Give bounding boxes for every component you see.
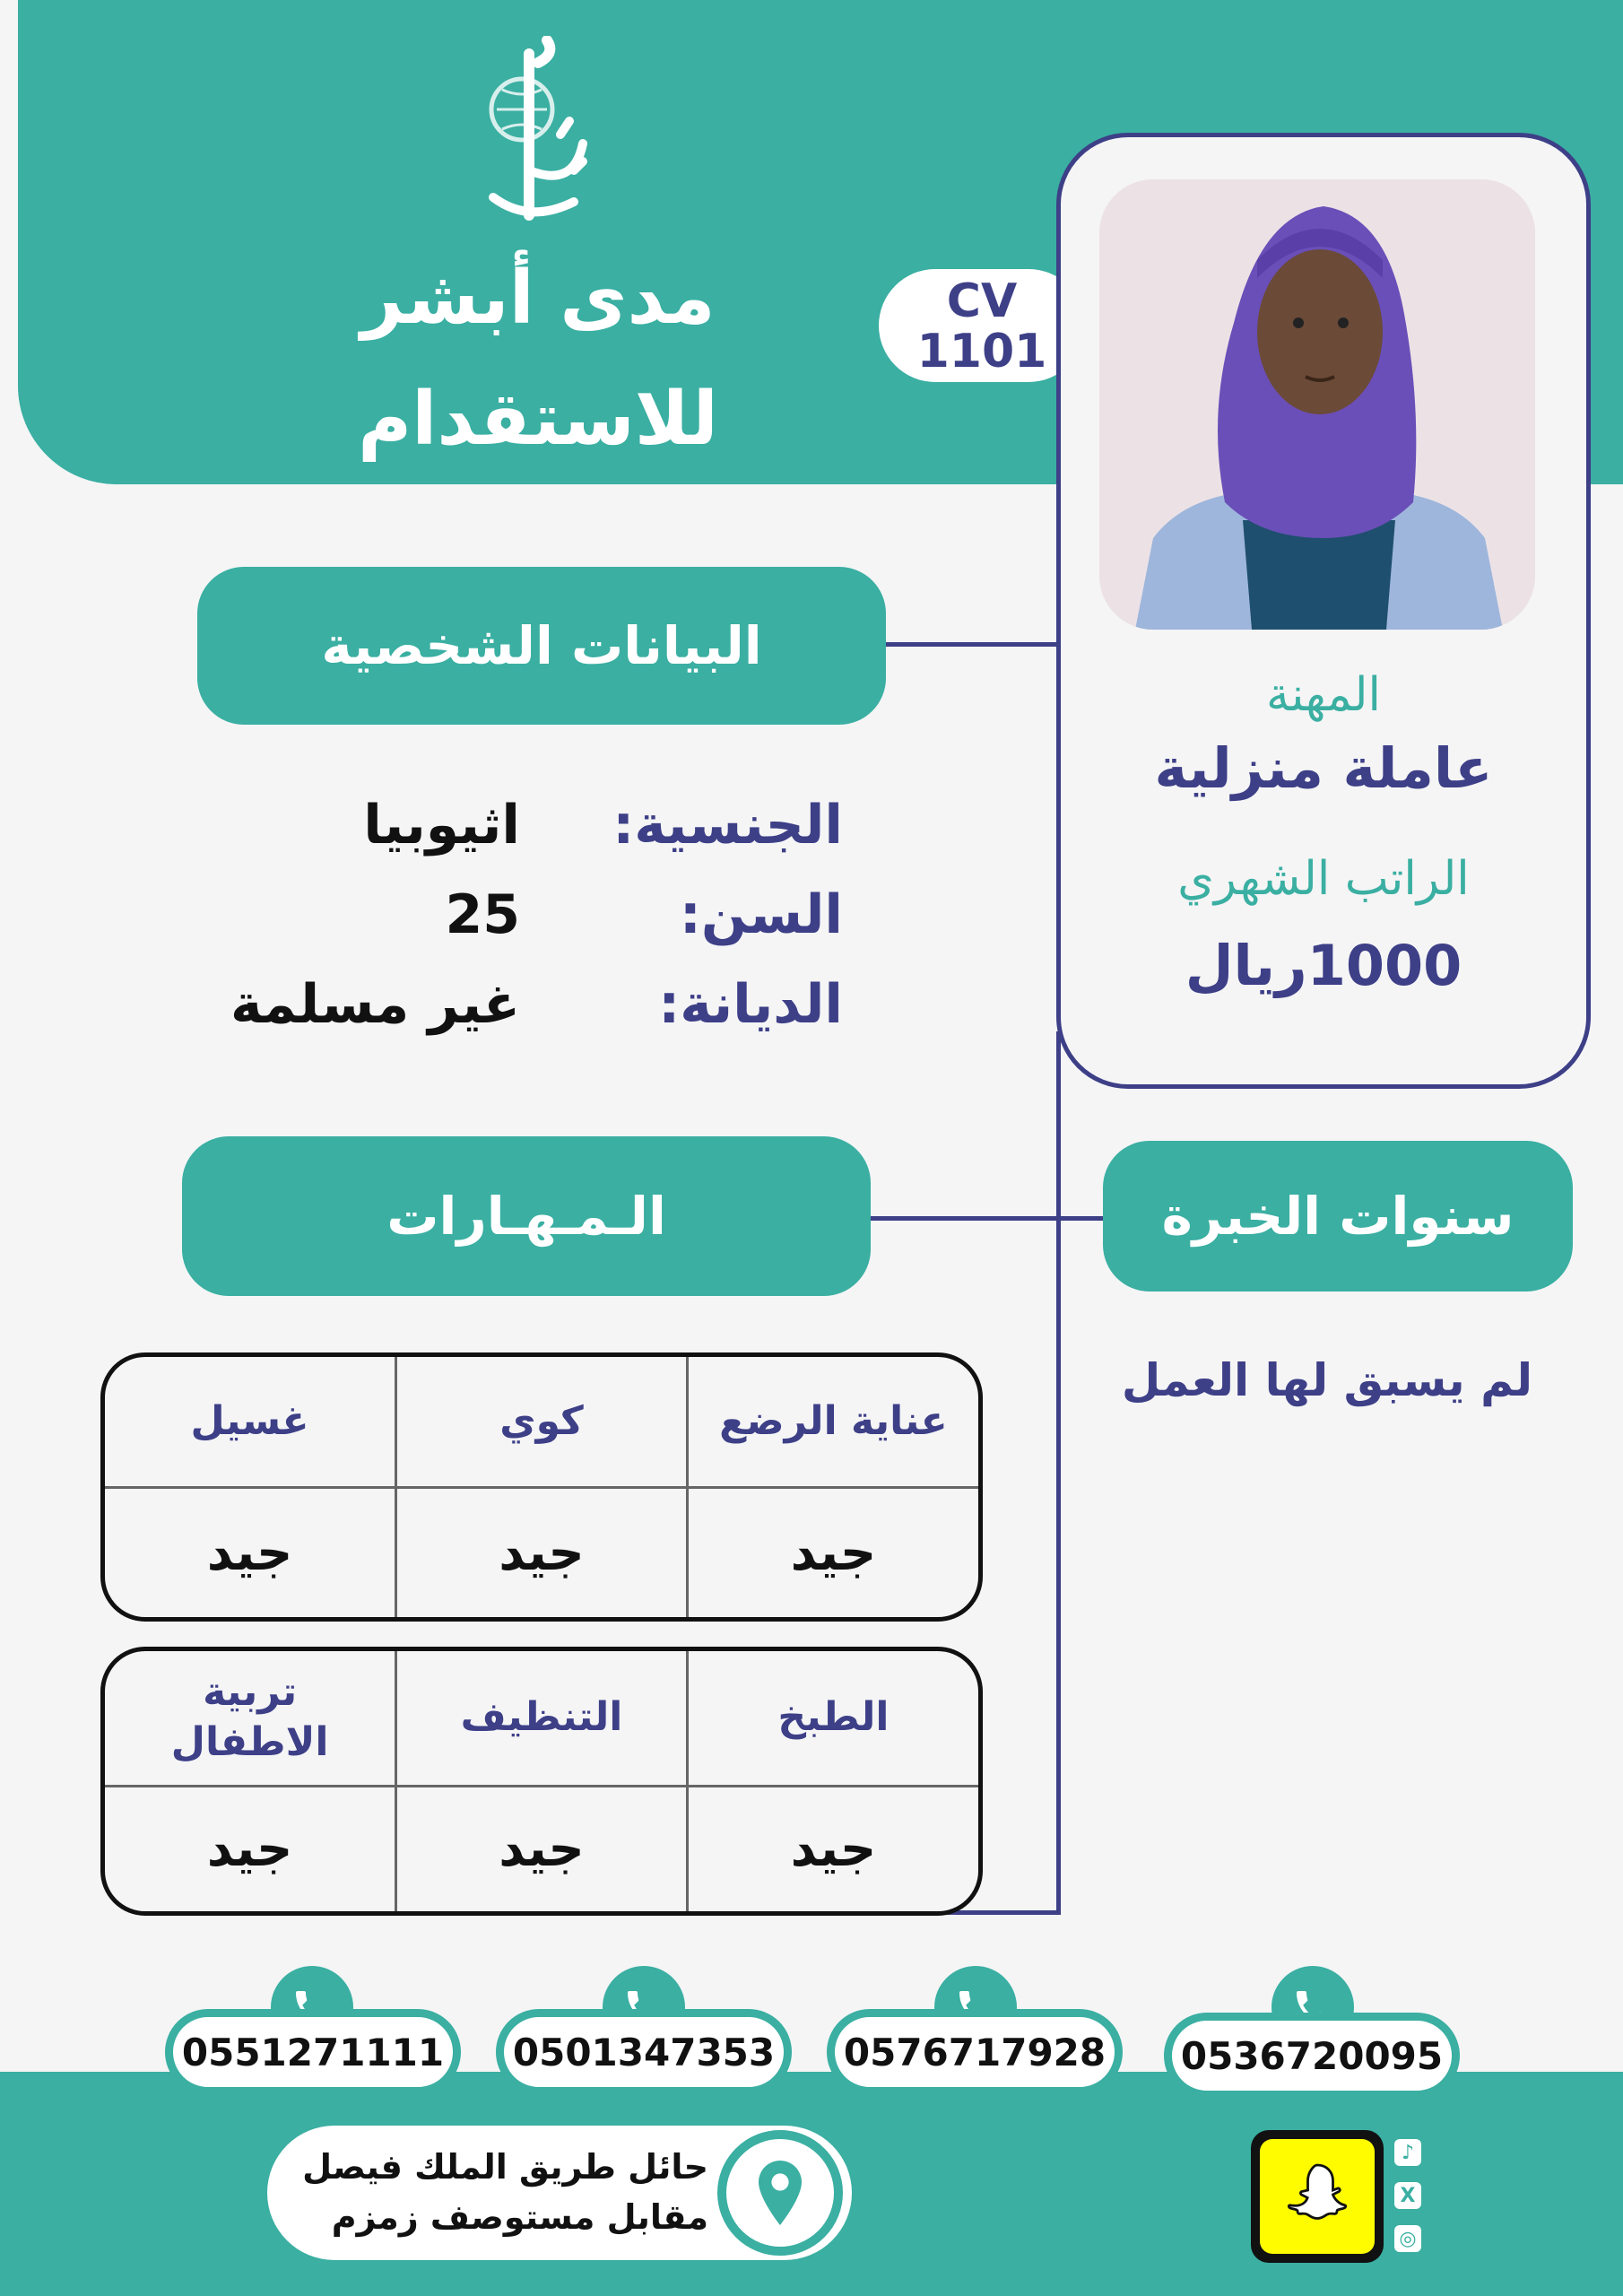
snapchat-ghost-icon	[1280, 2159, 1355, 2234]
connector-vertical	[1056, 1031, 1061, 1915]
x-icon[interactable]: X	[1394, 2182, 1421, 2209]
cv-badge	[879, 269, 1085, 382]
skills-table-1	[100, 1352, 983, 1622]
age-value: 25	[445, 883, 520, 946]
salary-label: الراتب الشهري	[1177, 852, 1470, 906]
address-line2: مقابل مستوصف زمزم	[331, 2197, 708, 2237]
salary-value: 1000ريال	[1185, 933, 1462, 998]
brand-name-line2: للاستقدام	[358, 377, 718, 462]
phone-number-3[interactable]: 0576717928	[827, 2009, 1123, 2095]
nationality-label: الجنسية:	[612, 794, 843, 857]
phone-number-2[interactable]: 0501347353	[496, 2009, 792, 2095]
skills-table-2	[100, 1647, 983, 1916]
skill-level: جيد	[105, 1487, 396, 1617]
experience-value: لم يسبق لها العمل	[1121, 1354, 1533, 1406]
skill-name: التنظيف	[396, 1651, 688, 1786]
profile-photo	[1099, 179, 1535, 630]
phone-number-4[interactable]: 0536720095	[1164, 2013, 1460, 2099]
profession-label: المهنة	[1266, 668, 1381, 722]
brand-name-line1: مدى أبشر	[360, 256, 716, 341]
profession-value: عاملة منزلية	[1154, 735, 1493, 801]
skill-level: جيد	[396, 1786, 688, 1911]
connector-bottom	[942, 1910, 1061, 1915]
skill-name: غسيل	[105, 1357, 396, 1487]
skill-level: جيد	[687, 1487, 978, 1617]
experience-heading: سنوات الخبرة	[1103, 1141, 1573, 1292]
age-label: السن:	[679, 883, 843, 946]
person-illustration	[1099, 179, 1535, 630]
address-text	[296, 2142, 708, 2242]
skill-name: عناية الرضع	[687, 1357, 978, 1487]
tiktok-icon[interactable]: ♪	[1394, 2139, 1421, 2166]
nationality-value: اثيوبيا	[363, 794, 520, 857]
instagram-icon[interactable]: ◎	[1394, 2225, 1421, 2252]
cv-number: 1101	[916, 325, 1047, 378]
skill-name: كوي	[396, 1357, 688, 1487]
personal-data-heading: البيانات الشخصية	[197, 567, 886, 725]
cv-label: CV	[946, 274, 1018, 328]
connector-personal	[883, 642, 1058, 647]
phone-number-1[interactable]: 0551271111	[165, 2009, 461, 2095]
skill-level: جيد	[687, 1786, 978, 1911]
connector-skills	[870, 1216, 1103, 1221]
address-line1: حائل طريق الملك فيصل	[302, 2147, 708, 2187]
skill-name: تربية الاطفال	[105, 1651, 396, 1786]
location-icon[interactable]	[717, 2130, 843, 2256]
skill-level: جيد	[105, 1786, 396, 1911]
skill-name: الطبخ	[687, 1651, 978, 1786]
religion-label: الديانة:	[658, 973, 843, 1036]
religion-value: غير مسلمة	[230, 973, 520, 1036]
skills-heading: الـمـهـارات	[182, 1136, 871, 1296]
logo-mark	[475, 36, 601, 233]
snapchat-icon[interactable]	[1251, 2130, 1384, 2263]
skill-level: جيد	[396, 1487, 688, 1617]
